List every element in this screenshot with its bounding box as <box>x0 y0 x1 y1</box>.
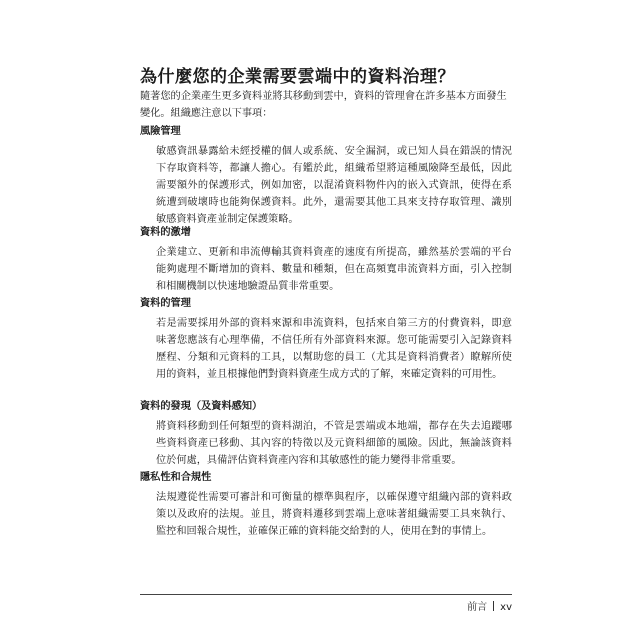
section-data-proliferation <box>140 224 512 295</box>
section-heading: 資料的發現（及資料感知） <box>140 400 263 412</box>
footer-separator <box>493 601 494 611</box>
section-heading: 資料的激增 <box>140 226 191 238</box>
section-body: 企業建立、更新和串流傳輸其資料資產的速度有所提高，雖然基於雲端的平台能夠處理不斷增加的資料、數量和種類，但在高頻寬串流資料方面，引入控制和相關機制以快速地驗證品質非常重要。 <box>156 247 512 292</box>
section-body: 若是需要採用外部的資料來源和串流資料，包括來自第三方的付費資料，即意味著您應該有心理準備，不信任所有外部資料來源。您可能需要引入記錄資料歷程、分類和元資料的工具，以幫助您的員工（尤其是資料消費者）瞭解所使用的資料，並且根據他們對資料資產生成方式的了解，來確定資料的可用性。 <box>156 318 512 380</box>
intro-paragraph: 隨著您的企業產生更多資料並將其移動到雲中，資料的管理會在許多基本方面發生變化。組織應注意以下事項： <box>140 91 507 119</box>
section-data-management <box>140 295 512 383</box>
page-number: xv <box>500 602 512 613</box>
section-risk-management <box>140 123 512 228</box>
section-privacy-compliance <box>140 469 512 540</box>
section-heading: 資料的管理 <box>140 297 191 309</box>
page-footer <box>467 598 512 613</box>
section-heading: 風險管理 <box>140 125 181 137</box>
footer-divider <box>140 594 512 595</box>
section-body: 敏感資訊暴露給未經授權的個人或系統、安全漏洞，或已知人員在錯誤的情況下存取資料等，都讓人擔心。有鑑於此，組織希望將這種風險降至最低，因此需要額外的保護形式，例如加密，以混淆資料物件內的嵌入式資訊，使得在系統遭到破壞時也能夠保護資料。此外，還需要其他工具來支持存取管理、識別敏感資料資產並制定保護策略。 <box>156 146 512 225</box>
section-body: 法規遵從性需要可審計和可衡量的標準與程序，以確保遵守組織內部的資料政策以及政府的法規。並且，將資料遷移到雲端上意味著組織需要工具來執行、監控和回報合規性，並確保正確的資料能交給對的人，使用在對的事情上。 <box>156 492 512 537</box>
page-title: 為什麼您的企業需要雲端中的資料治理？ <box>140 67 455 87</box>
footer-section-label: 前言 <box>467 602 488 613</box>
section-heading: 隱私性和合規性 <box>140 471 212 483</box>
section-body: 將資料移動到任何類型的資料湖泊，不管是雲端或本地端，都存在失去追蹤哪些資料資產已移動、其內容的特徵以及元資料細節的風險。因此，無論該資料位於何處，具備評估資料資產內容和其敏感性的能力變得非常重要。 <box>156 421 512 466</box>
section-data-discovery <box>140 398 512 469</box>
